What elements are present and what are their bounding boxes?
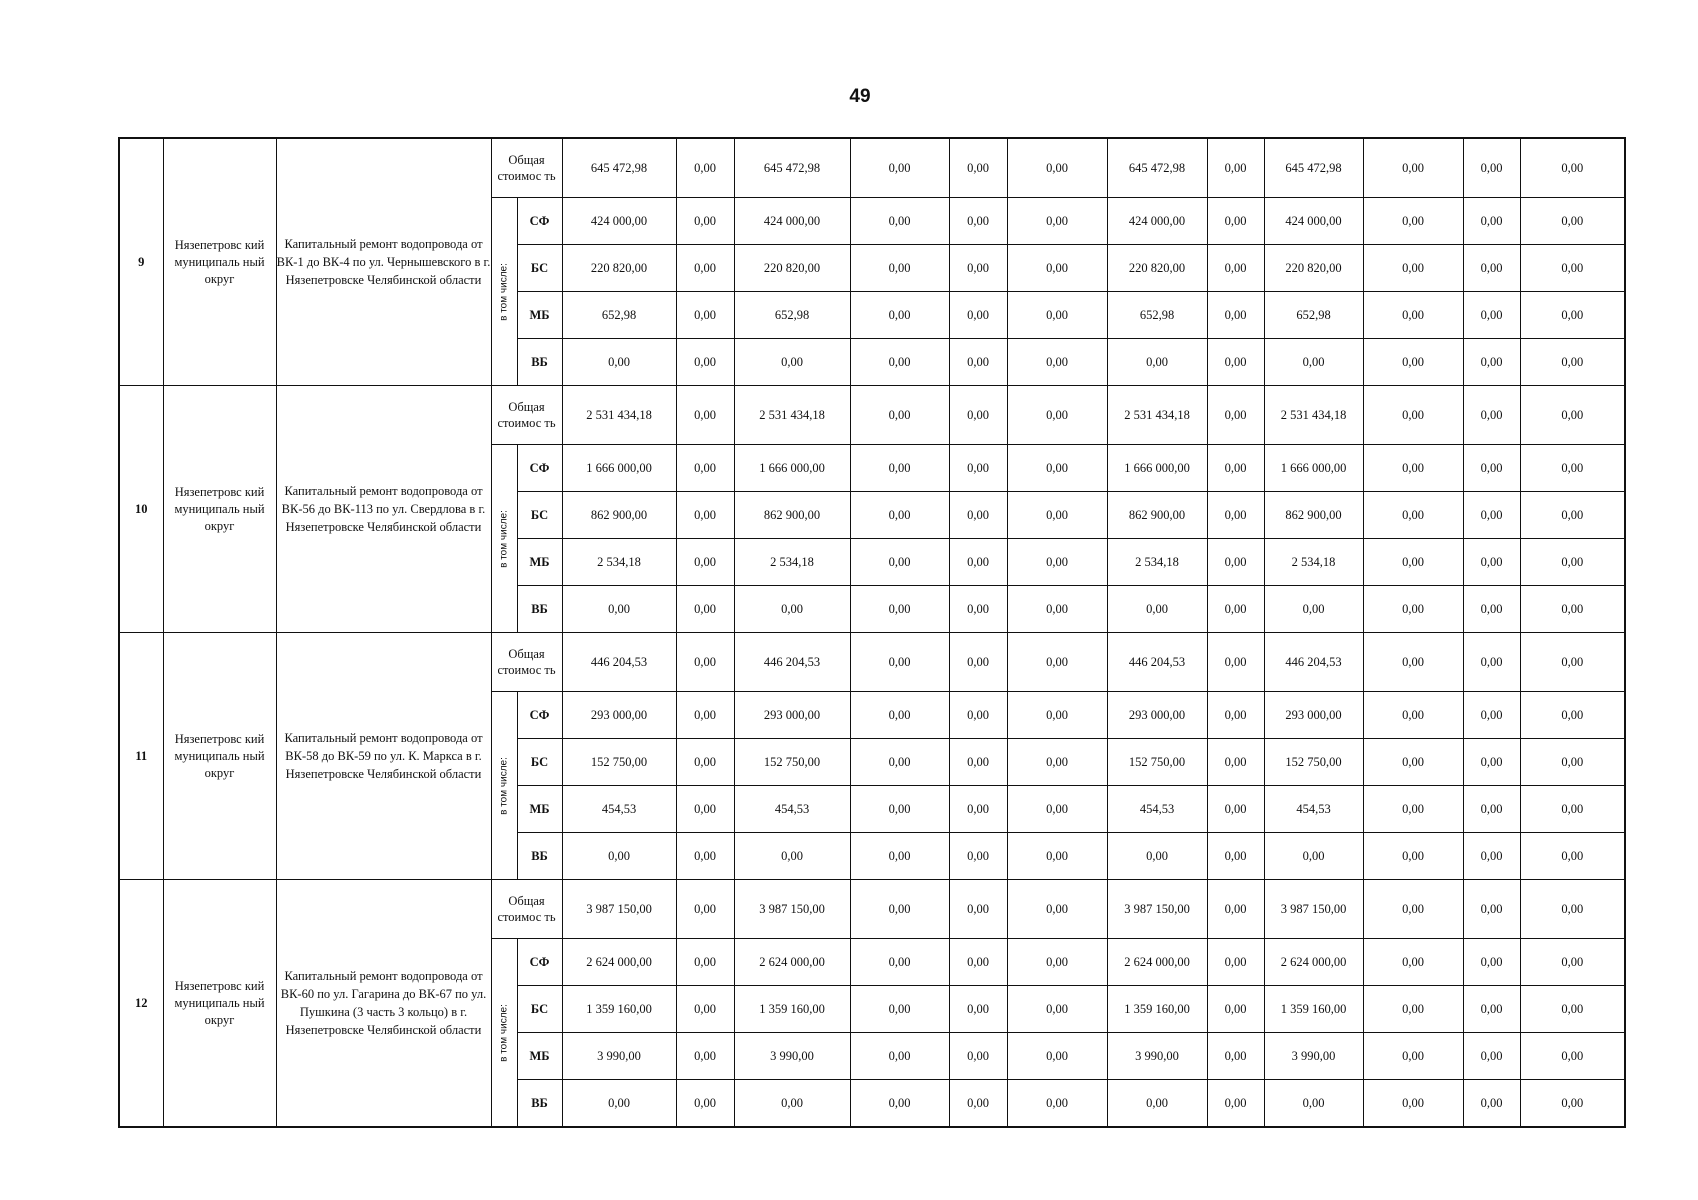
value-cell: 152 750,00 — [562, 739, 676, 786]
included-label-cell — [491, 939, 517, 1128]
fund-code: СФ — [517, 445, 562, 492]
value-cell: 2 534,18 — [1264, 539, 1363, 586]
included-label-cell — [491, 198, 517, 386]
value-cell: 0,00 — [1520, 880, 1625, 939]
value-cell: 0,00 — [562, 586, 676, 633]
value-cell: 0,00 — [1520, 692, 1625, 739]
value-cell: 424 000,00 — [734, 198, 850, 245]
value-cell: 0,00 — [1207, 539, 1264, 586]
value-cell: 0,00 — [1463, 986, 1520, 1033]
value-cell: 0,00 — [850, 339, 949, 386]
value-cell: 0,00 — [1520, 739, 1625, 786]
value-cell: 454,53 — [562, 786, 676, 833]
value-cell: 652,98 — [1107, 292, 1207, 339]
value-cell: 0,00 — [1520, 1080, 1625, 1128]
value-cell: 0,00 — [1207, 739, 1264, 786]
value-cell: 0,00 — [1207, 492, 1264, 539]
included-label: в том числе: — [498, 1003, 510, 1062]
value-cell: 446 204,53 — [562, 633, 676, 692]
value-cell: 3 987 150,00 — [562, 880, 676, 939]
value-cell: 152 750,00 — [1264, 739, 1363, 786]
value-cell: 0,00 — [1520, 539, 1625, 586]
value-cell: 293 000,00 — [734, 692, 850, 739]
value-cell: 0,00 — [949, 339, 1007, 386]
value-cell: 0,00 — [734, 586, 850, 633]
value-cell: 293 000,00 — [1264, 692, 1363, 739]
value-cell: 0,00 — [1520, 445, 1625, 492]
fund-code: СФ — [517, 939, 562, 986]
value-cell: 0,00 — [676, 833, 734, 880]
value-cell: 0,00 — [1520, 245, 1625, 292]
value-cell: 0,00 — [1463, 692, 1520, 739]
value-cell: 0,00 — [1520, 939, 1625, 986]
value-cell: 0,00 — [1520, 386, 1625, 445]
included-label-cell — [491, 692, 517, 880]
value-cell: 0,00 — [850, 692, 949, 739]
value-cell: 0,00 — [1363, 986, 1463, 1033]
value-cell: 0,00 — [1007, 880, 1107, 939]
value-cell: 0,00 — [1207, 939, 1264, 986]
value-cell: 0,00 — [850, 986, 949, 1033]
value-cell: 0,00 — [949, 833, 1007, 880]
value-cell: 0,00 — [1463, 739, 1520, 786]
value-cell: 0,00 — [1363, 492, 1463, 539]
page-number: 49 — [849, 86, 871, 107]
value-cell: 0,00 — [1363, 539, 1463, 586]
value-cell: 645 472,98 — [1107, 138, 1207, 198]
value-cell: 446 204,53 — [734, 633, 850, 692]
value-cell: 0,00 — [676, 386, 734, 445]
value-cell: 0,00 — [1207, 339, 1264, 386]
table-row-total — [119, 880, 1625, 939]
included-label: в том числе: — [498, 509, 510, 568]
value-cell: 293 000,00 — [1107, 692, 1207, 739]
value-cell: 0,00 — [1007, 986, 1107, 1033]
value-cell: 645 472,98 — [734, 138, 850, 198]
value-cell: 2 531 434,18 — [1107, 386, 1207, 445]
value-cell: 0,00 — [1207, 198, 1264, 245]
value-cell: 645 472,98 — [1264, 138, 1363, 198]
value-cell: 0,00 — [850, 292, 949, 339]
value-cell: 0,00 — [1007, 245, 1107, 292]
value-cell: 862 900,00 — [1107, 492, 1207, 539]
value-cell: 0,00 — [1007, 198, 1107, 245]
value-cell: 446 204,53 — [1107, 633, 1207, 692]
value-cell: 220 820,00 — [1107, 245, 1207, 292]
value-cell: 0,00 — [1463, 492, 1520, 539]
value-cell: 0,00 — [1520, 138, 1625, 198]
value-cell: 0,00 — [676, 339, 734, 386]
value-cell: 0,00 — [1264, 1080, 1363, 1128]
value-cell: 446 204,53 — [1264, 633, 1363, 692]
fund-code: БС — [517, 492, 562, 539]
value-cell: 1 666 000,00 — [562, 445, 676, 492]
project-cell: Капитальный ремонт водопровода от ВК-56 до ВК-113 по ул. Свердлова в г. Нязепетровске Челябинской области — [276, 386, 491, 633]
value-cell: 0,00 — [1463, 292, 1520, 339]
value-cell: 0,00 — [1363, 445, 1463, 492]
value-cell: 3 987 150,00 — [1264, 880, 1363, 939]
value-cell: 0,00 — [1007, 1033, 1107, 1080]
value-cell: 0,00 — [1363, 292, 1463, 339]
row-number: 11 — [119, 633, 163, 880]
value-cell: 0,00 — [850, 739, 949, 786]
value-cell: 0,00 — [676, 492, 734, 539]
value-cell: 293 000,00 — [562, 692, 676, 739]
value-cell: 0,00 — [1207, 880, 1264, 939]
value-cell: 0,00 — [1363, 1080, 1463, 1128]
value-cell: 0,00 — [1363, 1033, 1463, 1080]
value-cell: 0,00 — [1520, 586, 1625, 633]
value-cell: 0,00 — [676, 880, 734, 939]
value-cell: 424 000,00 — [1107, 198, 1207, 245]
municipality-cell: Нязепетровс кий муниципаль ный округ — [163, 633, 276, 880]
value-cell: 220 820,00 — [562, 245, 676, 292]
value-cell: 454,53 — [734, 786, 850, 833]
value-cell: 3 990,00 — [1107, 1033, 1207, 1080]
value-cell: 0,00 — [676, 1080, 734, 1128]
value-cell: 0,00 — [1007, 692, 1107, 739]
value-cell: 0,00 — [949, 739, 1007, 786]
value-cell: 0,00 — [1363, 633, 1463, 692]
value-cell: 0,00 — [850, 833, 949, 880]
included-label: в том числе: — [498, 756, 510, 815]
value-cell: 0,00 — [949, 586, 1007, 633]
fund-code: МБ — [517, 539, 562, 586]
value-cell: 0,00 — [676, 292, 734, 339]
value-cell: 2 531 434,18 — [562, 386, 676, 445]
value-cell: 0,00 — [676, 138, 734, 198]
value-cell: 0,00 — [734, 833, 850, 880]
value-cell: 0,00 — [562, 339, 676, 386]
fund-code: ВБ — [517, 586, 562, 633]
value-cell: 0,00 — [1363, 939, 1463, 986]
value-cell: 0,00 — [1463, 245, 1520, 292]
value-cell: 0,00 — [949, 633, 1007, 692]
value-cell: 0,00 — [1363, 339, 1463, 386]
value-cell: 0,00 — [949, 245, 1007, 292]
value-cell: 0,00 — [1107, 1080, 1207, 1128]
value-cell: 0,00 — [850, 880, 949, 939]
value-cell: 0,00 — [1007, 786, 1107, 833]
value-cell: 0,00 — [1107, 339, 1207, 386]
value-cell: 0,00 — [562, 1080, 676, 1128]
value-cell: 652,98 — [562, 292, 676, 339]
fund-code: БС — [517, 986, 562, 1033]
value-cell: 0,00 — [1007, 586, 1107, 633]
value-cell: 0,00 — [676, 586, 734, 633]
value-cell: 454,53 — [1107, 786, 1207, 833]
value-cell: 220 820,00 — [734, 245, 850, 292]
value-cell: 1 666 000,00 — [1264, 445, 1363, 492]
value-cell: 0,00 — [1207, 586, 1264, 633]
value-cell: 0,00 — [676, 539, 734, 586]
value-cell: 0,00 — [676, 245, 734, 292]
value-cell: 0,00 — [850, 445, 949, 492]
value-cell: 0,00 — [1363, 138, 1463, 198]
value-cell: 0,00 — [1207, 245, 1264, 292]
value-cell: 0,00 — [1520, 786, 1625, 833]
fund-code: БС — [517, 245, 562, 292]
value-cell: 0,00 — [1207, 633, 1264, 692]
value-cell: 2 534,18 — [1107, 539, 1207, 586]
value-cell: 0,00 — [1520, 1033, 1625, 1080]
value-cell: 424 000,00 — [562, 198, 676, 245]
value-cell: 645 472,98 — [562, 138, 676, 198]
value-cell: 862 900,00 — [734, 492, 850, 539]
value-cell: 0,00 — [1007, 1080, 1107, 1128]
value-cell: 0,00 — [1007, 292, 1107, 339]
value-cell: 0,00 — [850, 539, 949, 586]
value-cell: 652,98 — [1264, 292, 1363, 339]
value-cell: 152 750,00 — [734, 739, 850, 786]
value-cell: 0,00 — [850, 939, 949, 986]
value-cell: 0,00 — [850, 245, 949, 292]
value-cell: 0,00 — [949, 445, 1007, 492]
value-cell: 0,00 — [1463, 939, 1520, 986]
value-cell: 0,00 — [1520, 198, 1625, 245]
table-row-total — [119, 386, 1625, 445]
value-cell: 424 000,00 — [1264, 198, 1363, 245]
value-cell: 0,00 — [1207, 786, 1264, 833]
value-cell: 0,00 — [1463, 833, 1520, 880]
value-cell: 0,00 — [676, 198, 734, 245]
value-cell: 0,00 — [1007, 539, 1107, 586]
value-cell: 3 987 150,00 — [1107, 880, 1207, 939]
row-number: 10 — [119, 386, 163, 633]
value-cell: 0,00 — [949, 1033, 1007, 1080]
value-cell: 0,00 — [850, 492, 949, 539]
value-cell: 1 666 000,00 — [1107, 445, 1207, 492]
value-cell: 0,00 — [676, 1033, 734, 1080]
value-cell: 0,00 — [850, 386, 949, 445]
included-label-cell — [491, 445, 517, 633]
value-cell: 2 624 000,00 — [1264, 939, 1363, 986]
value-cell: 0,00 — [1264, 339, 1363, 386]
value-cell: 2 534,18 — [734, 539, 850, 586]
value-cell: 0,00 — [1363, 386, 1463, 445]
value-cell: 2 624 000,00 — [562, 939, 676, 986]
value-cell: 1 359 160,00 — [562, 986, 676, 1033]
value-cell: 0,00 — [562, 833, 676, 880]
project-cell: Капитальный ремонт водопровода от ВК-58 до ВК-59 по ул. К. Маркса в г. Нязепетровске Челябинской области — [276, 633, 491, 880]
fund-code: МБ — [517, 292, 562, 339]
value-cell: 0,00 — [1207, 833, 1264, 880]
fund-code: МБ — [517, 1033, 562, 1080]
value-cell: 0,00 — [1463, 1033, 1520, 1080]
value-cell: 0,00 — [850, 1033, 949, 1080]
value-cell: 0,00 — [1007, 633, 1107, 692]
value-cell: 0,00 — [1463, 586, 1520, 633]
value-cell: 0,00 — [850, 786, 949, 833]
value-cell: 0,00 — [1207, 138, 1264, 198]
value-cell: 0,00 — [850, 138, 949, 198]
value-cell: 0,00 — [1463, 198, 1520, 245]
value-cell: 0,00 — [1363, 880, 1463, 939]
value-cell: 0,00 — [1520, 339, 1625, 386]
value-cell: 0,00 — [850, 198, 949, 245]
value-cell: 0,00 — [1363, 198, 1463, 245]
fund-code: ВБ — [517, 339, 562, 386]
value-cell: 0,00 — [949, 986, 1007, 1033]
value-cell: 2 531 434,18 — [1264, 386, 1363, 445]
value-cell: 3 990,00 — [562, 1033, 676, 1080]
value-cell: 0,00 — [1363, 692, 1463, 739]
value-cell: 862 900,00 — [562, 492, 676, 539]
value-cell: 0,00 — [734, 339, 850, 386]
total-cost-label: Общая стоимос ть — [491, 386, 562, 445]
value-cell: 0,00 — [676, 739, 734, 786]
value-cell: 0,00 — [1463, 880, 1520, 939]
value-cell: 0,00 — [1463, 339, 1520, 386]
row-number: 12 — [119, 880, 163, 1128]
municipality-cell: Нязепетровс кий муниципаль ный округ — [163, 386, 276, 633]
value-cell: 0,00 — [1463, 386, 1520, 445]
value-cell: 0,00 — [676, 939, 734, 986]
value-cell: 0,00 — [850, 586, 949, 633]
value-cell: 0,00 — [949, 880, 1007, 939]
value-cell: 0,00 — [1363, 833, 1463, 880]
value-cell: 0,00 — [949, 198, 1007, 245]
value-cell: 0,00 — [1207, 292, 1264, 339]
value-cell: 0,00 — [676, 445, 734, 492]
value-cell: 1 359 160,00 — [1107, 986, 1207, 1033]
value-cell: 152 750,00 — [1107, 739, 1207, 786]
value-cell: 0,00 — [1007, 833, 1107, 880]
value-cell: 0,00 — [949, 539, 1007, 586]
value-cell: 0,00 — [1520, 833, 1625, 880]
value-cell: 0,00 — [949, 786, 1007, 833]
value-cell: 1 359 160,00 — [734, 986, 850, 1033]
table-row-total — [119, 138, 1625, 198]
value-cell: 0,00 — [1520, 986, 1625, 1033]
fund-code: МБ — [517, 786, 562, 833]
value-cell: 0,00 — [734, 1080, 850, 1128]
value-cell: 0,00 — [850, 1080, 949, 1128]
value-cell: 2 624 000,00 — [1107, 939, 1207, 986]
row-number: 9 — [119, 138, 163, 386]
total-cost-label: Общая стоимос ть — [491, 880, 562, 939]
fund-code: СФ — [517, 198, 562, 245]
value-cell: 1 359 160,00 — [1264, 986, 1363, 1033]
value-cell: 0,00 — [1207, 1080, 1264, 1128]
value-cell: 0,00 — [1207, 445, 1264, 492]
value-cell: 0,00 — [1520, 633, 1625, 692]
value-cell: 0,00 — [1463, 633, 1520, 692]
project-cell: Капитальный ремонт водопровода от ВК-1 до ВК-4 по ул. Чернышевского в г. Нязепетровске Челябинской области — [276, 138, 491, 386]
value-cell: 0,00 — [1007, 138, 1107, 198]
value-cell: 3 990,00 — [734, 1033, 850, 1080]
fund-code: СФ — [517, 692, 562, 739]
value-cell: 0,00 — [949, 1080, 1007, 1128]
municipality-cell: Нязепетровс кий муниципаль ный округ — [163, 138, 276, 386]
fund-code: ВБ — [517, 1080, 562, 1128]
value-cell: 0,00 — [1207, 386, 1264, 445]
value-cell: 0,00 — [850, 633, 949, 692]
value-cell: 652,98 — [734, 292, 850, 339]
value-cell: 0,00 — [1007, 386, 1107, 445]
value-cell: 454,53 — [1264, 786, 1363, 833]
value-cell: 0,00 — [676, 692, 734, 739]
value-cell: 0,00 — [949, 138, 1007, 198]
total-cost-label: Общая стоимос ть — [491, 633, 562, 692]
value-cell: 0,00 — [1264, 586, 1363, 633]
value-cell: 0,00 — [1107, 833, 1207, 880]
value-cell: 0,00 — [1007, 492, 1107, 539]
value-cell: 0,00 — [1207, 986, 1264, 1033]
value-cell: 220 820,00 — [1264, 245, 1363, 292]
value-cell: 0,00 — [1107, 586, 1207, 633]
value-cell: 0,00 — [949, 386, 1007, 445]
value-cell: 0,00 — [1007, 739, 1107, 786]
value-cell: 0,00 — [1264, 833, 1363, 880]
included-label: в том числе: — [498, 262, 510, 321]
value-cell: 3 987 150,00 — [734, 880, 850, 939]
value-cell: 2 624 000,00 — [734, 939, 850, 986]
total-cost-label: Общая стоимос ть — [491, 138, 562, 198]
value-cell: 0,00 — [1463, 786, 1520, 833]
value-cell: 0,00 — [1463, 445, 1520, 492]
value-cell: 0,00 — [1007, 939, 1107, 986]
value-cell: 2 534,18 — [562, 539, 676, 586]
fund-code: ВБ — [517, 833, 562, 880]
value-cell: 0,00 — [1363, 245, 1463, 292]
value-cell: 862 900,00 — [1264, 492, 1363, 539]
budget-table — [118, 137, 1626, 1128]
value-cell: 0,00 — [1007, 445, 1107, 492]
value-cell: 0,00 — [1207, 692, 1264, 739]
value-cell: 0,00 — [949, 492, 1007, 539]
municipality-cell: Нязепетровс кий муниципаль ный округ — [163, 880, 276, 1128]
value-cell: 2 531 434,18 — [734, 386, 850, 445]
table-row-total — [119, 633, 1625, 692]
value-cell: 0,00 — [1007, 339, 1107, 386]
value-cell: 0,00 — [676, 986, 734, 1033]
value-cell: 0,00 — [1520, 492, 1625, 539]
value-cell: 0,00 — [1463, 539, 1520, 586]
value-cell: 0,00 — [676, 786, 734, 833]
value-cell: 0,00 — [1463, 138, 1520, 198]
value-cell: 0,00 — [1207, 1033, 1264, 1080]
value-cell: 0,00 — [949, 692, 1007, 739]
value-cell: 0,00 — [949, 939, 1007, 986]
value-cell: 0,00 — [949, 292, 1007, 339]
value-cell: 0,00 — [1363, 786, 1463, 833]
value-cell: 0,00 — [1463, 1080, 1520, 1128]
value-cell: 3 990,00 — [1264, 1033, 1363, 1080]
value-cell: 1 666 000,00 — [734, 445, 850, 492]
value-cell: 0,00 — [1363, 586, 1463, 633]
value-cell: 0,00 — [1520, 292, 1625, 339]
project-cell: Капитальный ремонт водопровода от ВК-60 по ул. Гагарина до ВК-67 по ул. Пушкина (3 часть 3 кольцо) в г. Нязепетровске Челябинской области — [276, 880, 491, 1128]
value-cell: 0,00 — [1363, 739, 1463, 786]
fund-code: БС — [517, 739, 562, 786]
value-cell: 0,00 — [676, 633, 734, 692]
